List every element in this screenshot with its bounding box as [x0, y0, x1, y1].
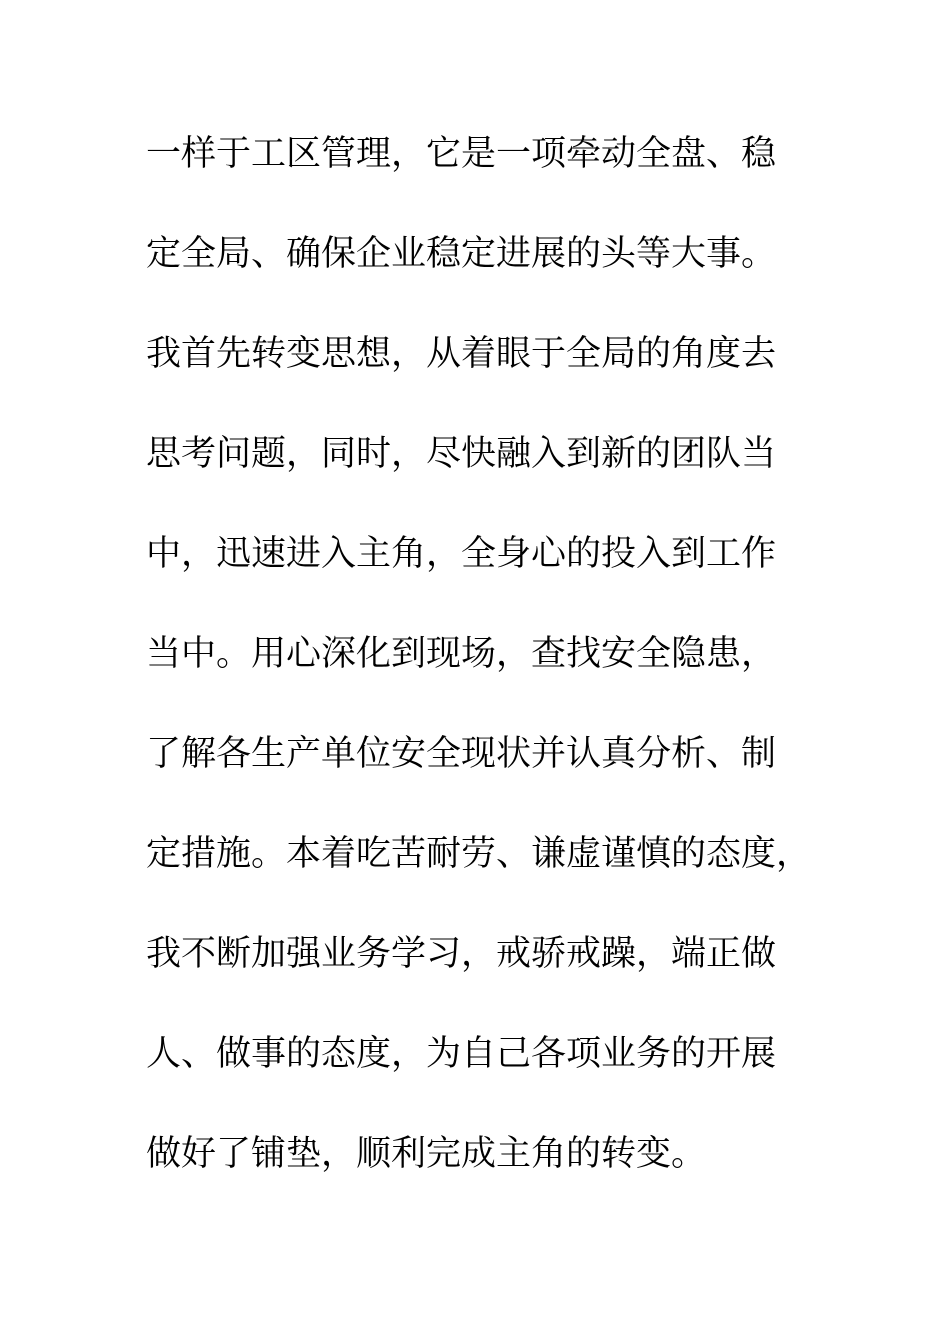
text-line: 做好了铺垫，顺利完成主角的转变。	[146, 1134, 707, 1174]
text-line: 人、做事的态度，为自己各项业务的开展	[146, 1034, 777, 1074]
text-line: 了解各生产单位安全现状并认真分析、制	[146, 734, 777, 774]
text-line: 当中。用心深化到现场，查找安全隐患，	[146, 634, 777, 674]
text-line: 定全局、确保企业稳定进展的头等大事。	[146, 234, 777, 274]
text-line: 一样于工区管理，它是一项牵动全盘、稳	[146, 134, 777, 174]
text-line: 中，迅速进入主角，全身心的投入到工作	[146, 534, 777, 574]
text-line: 思考问题，同时，尽快融入到新的团队当	[146, 434, 777, 474]
text-line: 定措施。本着吃苦耐劳、谦虚谨慎的态度，	[146, 834, 812, 874]
text-line: 我首先转变思想，从着眼于全局的角度去	[146, 334, 777, 374]
text-line: 我不断加强业务学习，戒骄戒躁，端正做	[146, 934, 777, 974]
body-paragraph	[146, 126, 812, 1226]
